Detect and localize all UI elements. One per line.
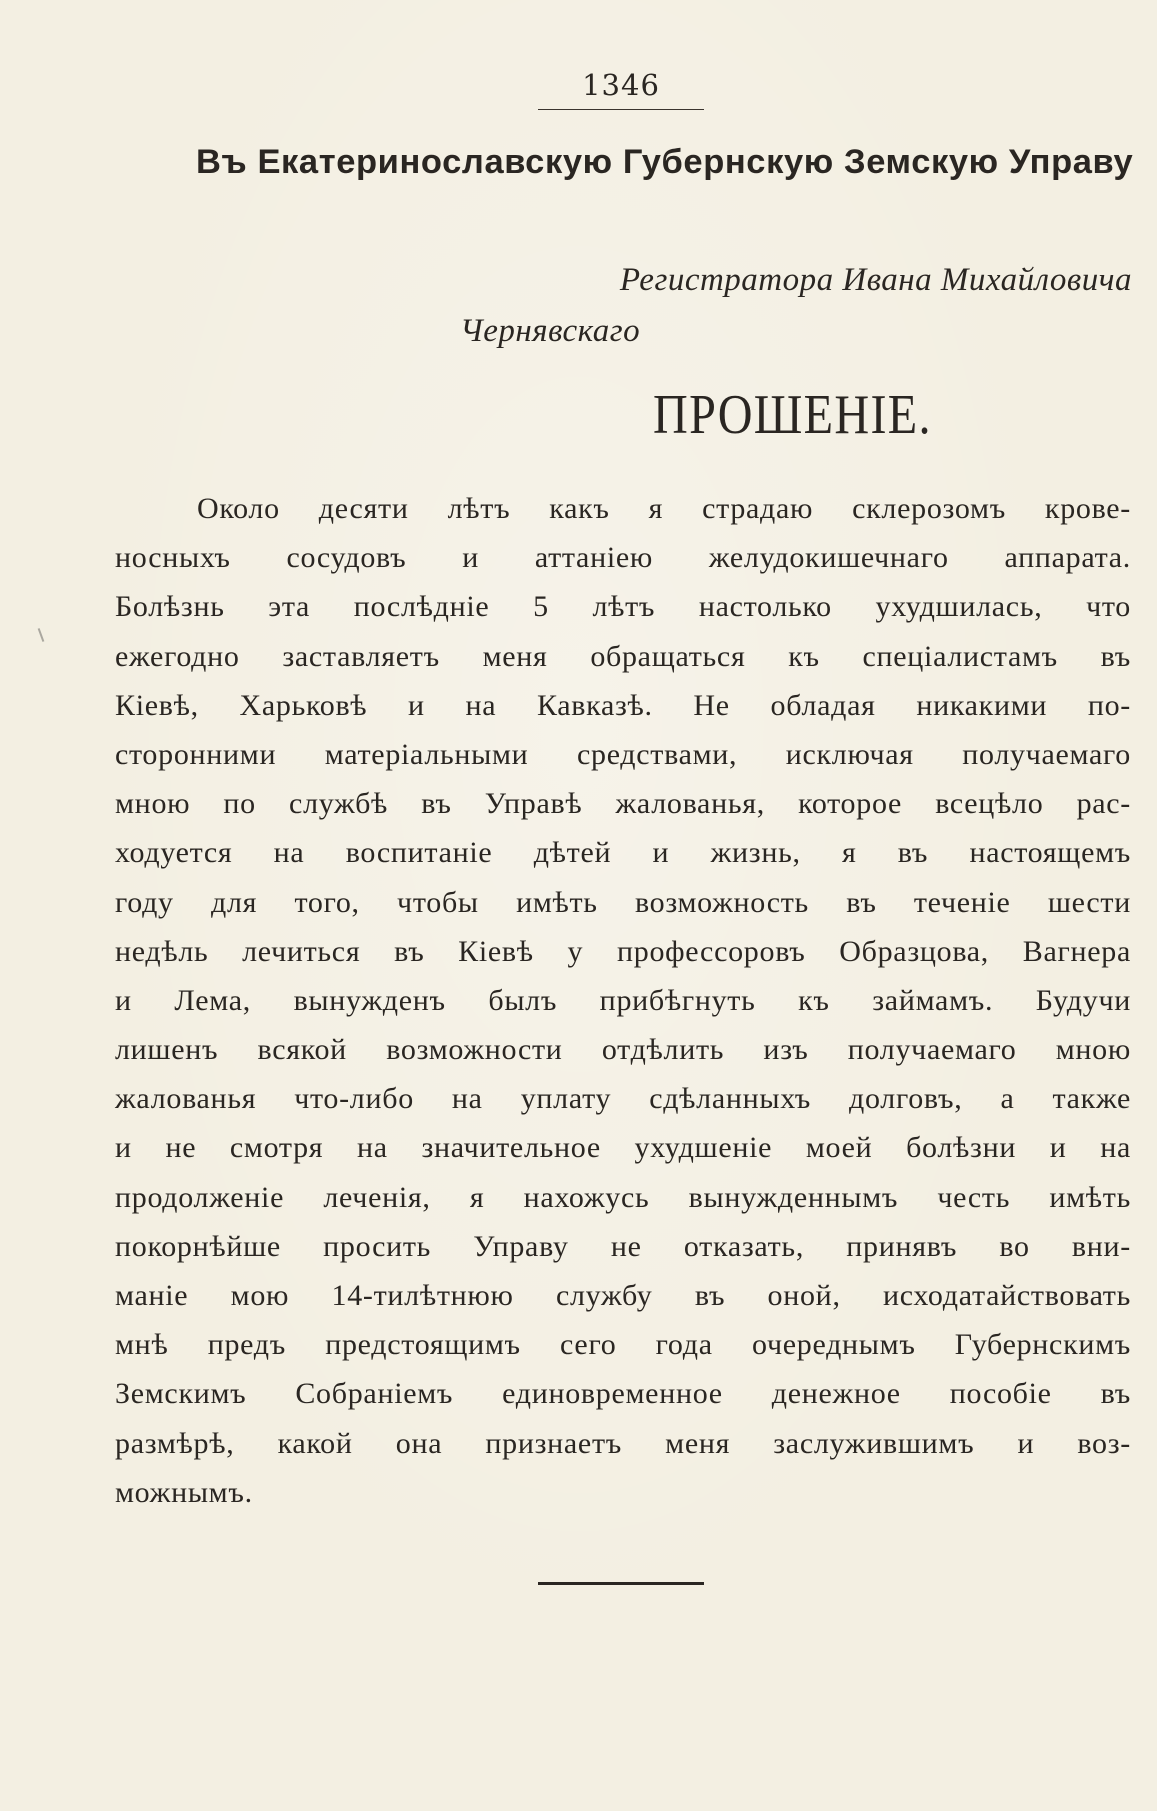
body-line: ходуется на воспитаніе дѣтей и жизнь, я въ настоящемъ bbox=[115, 836, 1131, 870]
body-line: покорнѣйше просить Управу не отказать, принявъ во вни- bbox=[115, 1229, 1131, 1263]
document-title: ПРОШЕНІЕ. bbox=[653, 384, 932, 446]
body-line: Кіевѣ, Харьковѣ и на Кавказѣ. Не обладая никакими по- bbox=[115, 688, 1131, 722]
body-line: и не смотря на значительное ухудшеніе моей болѣзни и на bbox=[115, 1131, 1131, 1165]
body-line: мнѣ предъ предстоящимъ сего года очереднымъ Губернскимъ bbox=[115, 1328, 1131, 1362]
sender-line-2: Чернявскаго bbox=[460, 313, 641, 349]
page-number: 1346 bbox=[582, 68, 660, 102]
sender-line-1: Регистратора Ивана Михайловича bbox=[619, 262, 1132, 298]
body-line: недѣль лечиться въ Кіевѣ у профессоровъ Образцова, Вагнера bbox=[115, 934, 1131, 968]
body-line: носныхъ сосудовъ и аттаніею желудокишечнаго аппарата. bbox=[115, 541, 1131, 575]
body-line: продолженіе леченія, я нахожусь вынужденнымъ честь имѣть bbox=[115, 1180, 1131, 1214]
petition-body bbox=[115, 484, 1131, 1517]
address-heading: Въ Екатеринославскую Губернскую Земскую Управу bbox=[196, 143, 1134, 181]
body-line: и Лема, вынужденъ былъ прибѣгнуть къ займамъ. Будучи bbox=[115, 983, 1131, 1017]
body-line: мною по службѣ въ Управѣ жалованья, которое всецѣло рас- bbox=[115, 787, 1131, 821]
body-line: сторонними матеріальными средствами, исключая получаемаго bbox=[115, 737, 1131, 771]
end-rule bbox=[538, 1582, 704, 1585]
body-line: Болѣзнь эта послѣдніе 5 лѣтъ настолько ухудшилась, что bbox=[115, 590, 1131, 624]
body-line: размѣрѣ, какой она признаетъ меня заслужившимъ и воз- bbox=[115, 1426, 1131, 1460]
body-line: Около десяти лѣтъ какъ я страдаю склерозомъ крове- bbox=[197, 492, 1131, 525]
paper-speck bbox=[38, 628, 45, 642]
body-line: году для того, чтобы имѣть возможность въ теченіе шести bbox=[115, 885, 1131, 919]
body-line: Земскимъ Собраніемъ единовременное денежное пособіе въ bbox=[115, 1377, 1131, 1411]
body-line: можнымъ. bbox=[115, 1475, 253, 1509]
body-line: жалованья что-либо на уплату сдѣланныхъ долговъ, а также bbox=[115, 1082, 1131, 1116]
body-line: лишенъ всякой возможности отдѣлить изъ получаемаго мною bbox=[115, 1033, 1131, 1067]
body-line: ежегодно заставляетъ меня обращаться къ спеціалистамъ въ bbox=[115, 639, 1131, 673]
page-number-rule bbox=[538, 109, 704, 110]
body-line: маніе мою 14-тилѣтнюю службу въ оной, исходатайствовать bbox=[115, 1279, 1131, 1312]
